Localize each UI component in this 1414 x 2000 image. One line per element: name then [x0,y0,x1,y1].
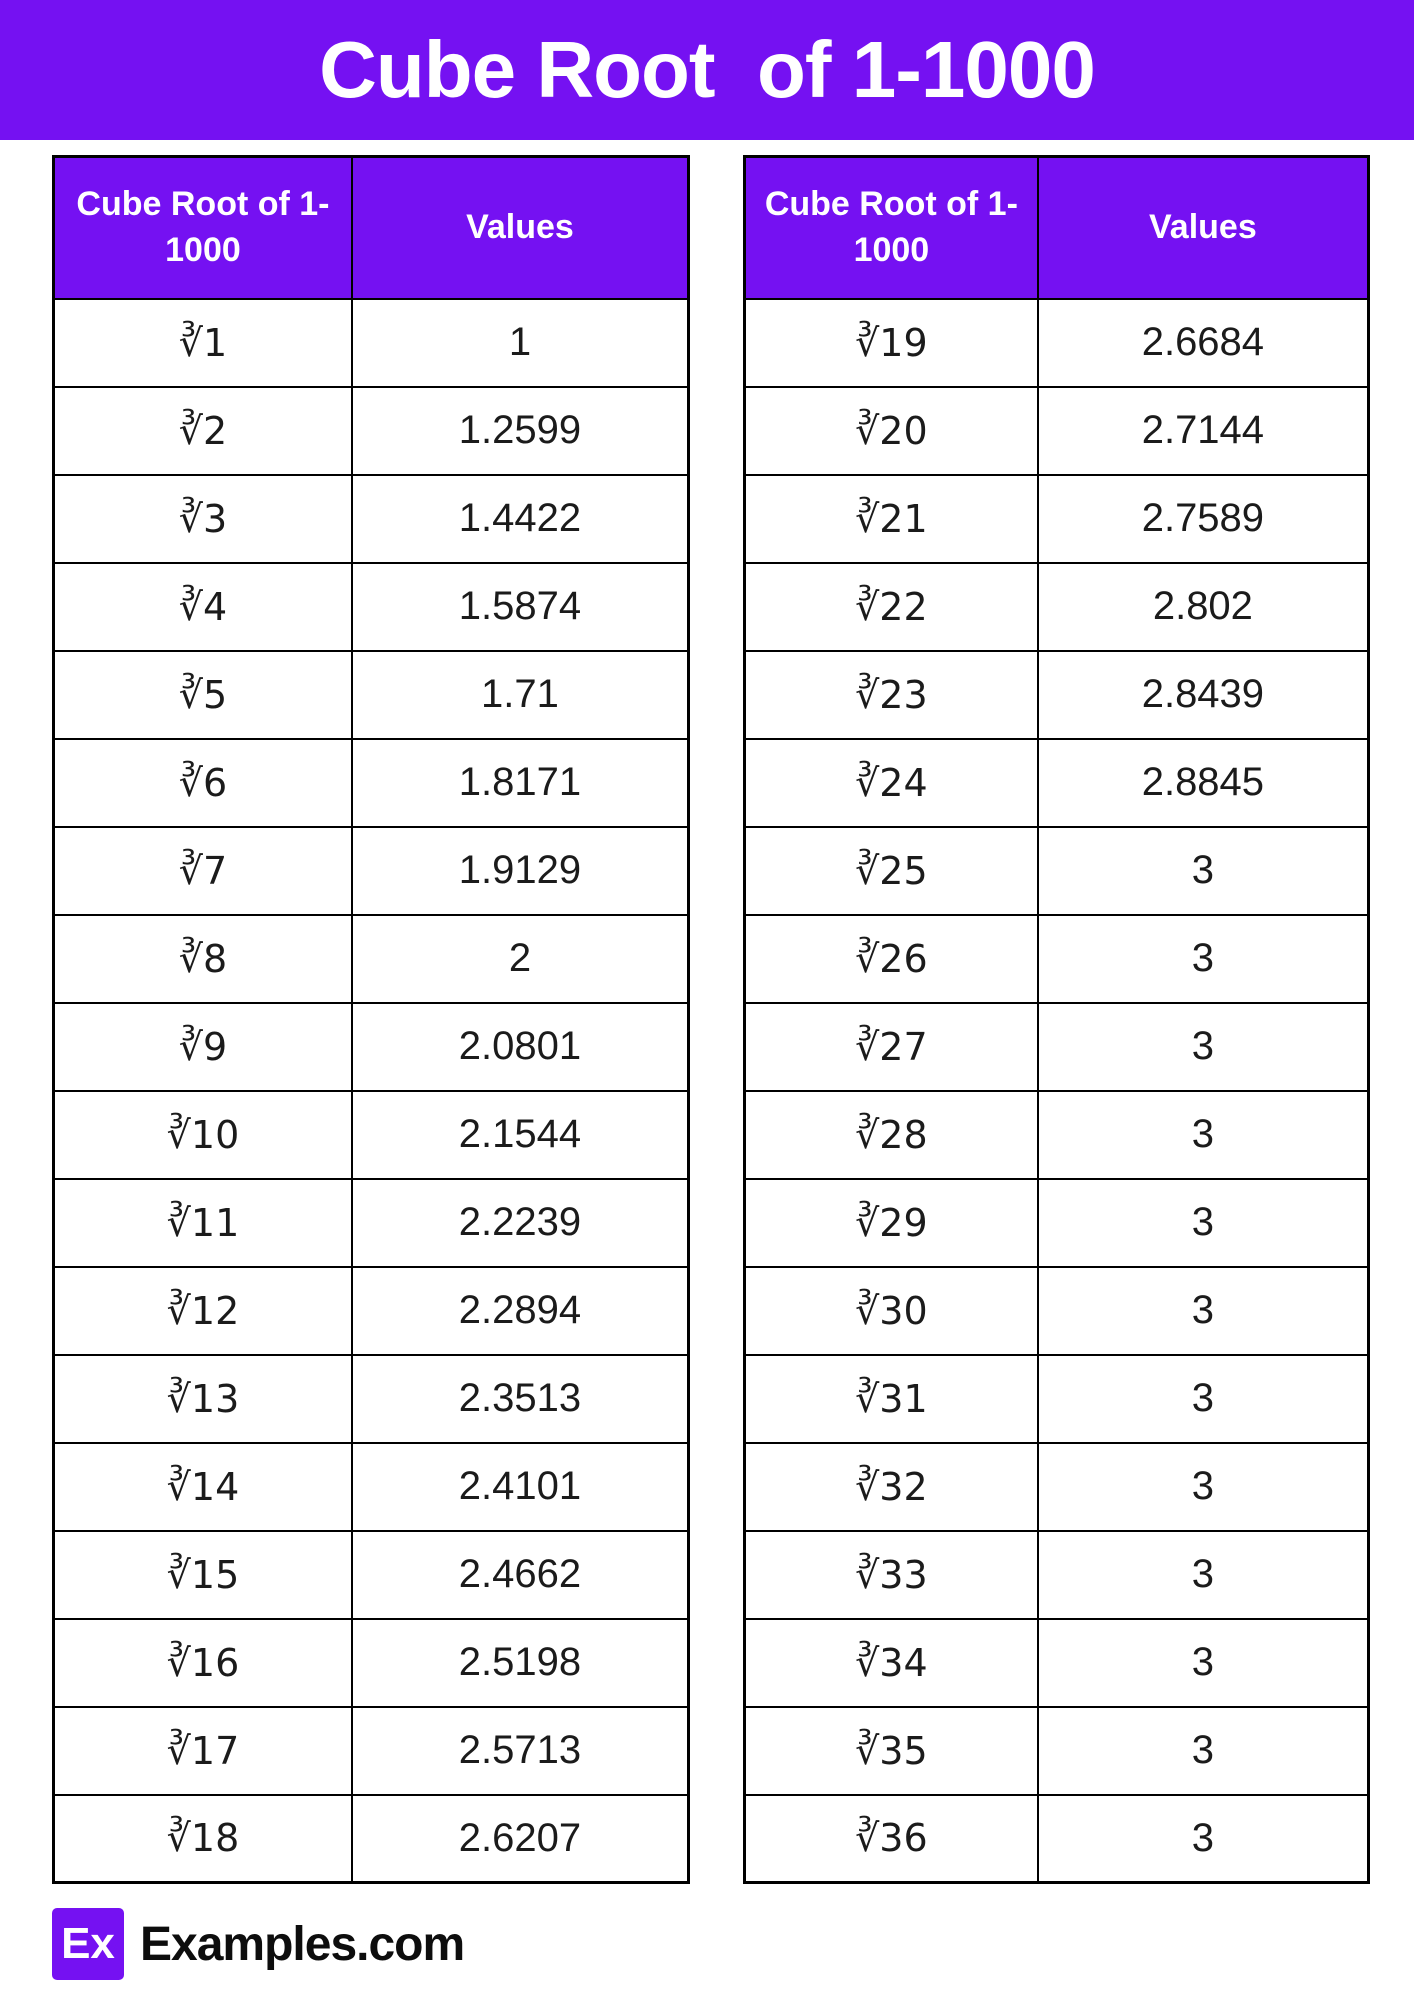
table-row [54,1267,689,1355]
footer [52,1908,1414,1980]
table-row [745,1619,1369,1707]
table-row [54,299,689,387]
value-cell: 2.8845 [1038,739,1369,827]
header-row [54,157,689,299]
value-cell: 3 [1038,1179,1369,1267]
cube-root-cell: ∛4 [54,563,352,651]
cube-root-cell: ∛10 [54,1091,352,1179]
cube-root-cell: ∛12 [54,1267,352,1355]
table-row [54,475,689,563]
table-row [54,827,689,915]
cube-root-cell: ∛35 [745,1707,1038,1795]
cube-root-cell: ∛34 [745,1619,1038,1707]
table-body [54,299,689,1883]
table-row [745,1795,1369,1883]
table-row [745,1003,1369,1091]
value-cell: 1.9129 [352,827,689,915]
table-row [54,739,689,827]
table-row [54,1619,689,1707]
value-cell: 3 [1038,1795,1369,1883]
cube-root-cell: ∛32 [745,1443,1038,1531]
value-cell: 2.6684 [1038,299,1369,387]
table-row [54,915,689,1003]
table-row [745,387,1369,475]
cube-root-cell: ∛7 [54,827,352,915]
table-row [745,739,1369,827]
cube-root-cell: ∛31 [745,1355,1038,1443]
table-row [745,1707,1369,1795]
cube-root-cell: ∛20 [745,387,1038,475]
table-row [745,915,1369,1003]
cube-root-cell: ∛17 [54,1707,352,1795]
table-row [54,563,689,651]
cube-root-cell: ∛15 [54,1531,352,1619]
value-cell: 3 [1038,1355,1369,1443]
cube-root-cell: ∛9 [54,1003,352,1091]
value-cell: 1.5874 [352,563,689,651]
cube-root-table-right [743,155,1370,1884]
value-cell: 2.802 [1038,563,1369,651]
table-row [54,1091,689,1179]
value-cell: 2 [352,915,689,1003]
value-cell: 1.2599 [352,387,689,475]
value-cell: 2.7589 [1038,475,1369,563]
table-row [745,563,1369,651]
cube-root-cell: ∛16 [54,1619,352,1707]
table-row [54,1003,689,1091]
value-cell: 3 [1038,1531,1369,1619]
value-cell: 2.3513 [352,1355,689,1443]
table-head [745,157,1369,299]
table-row [745,299,1369,387]
value-cell: 2.6207 [352,1795,689,1883]
value-cell: 2.5198 [352,1619,689,1707]
cube-root-cell: ∛6 [54,739,352,827]
table-row [745,1355,1369,1443]
table-row [745,1443,1369,1531]
header-cube-root: Cube Root of 1-1000 [54,157,352,299]
table-row [745,827,1369,915]
cube-root-cell: ∛28 [745,1091,1038,1179]
value-cell: 1.71 [352,651,689,739]
cube-root-cell: ∛23 [745,651,1038,739]
value-cell: 2.2239 [352,1179,689,1267]
cube-root-cell: ∛22 [745,563,1038,651]
table-row [54,1707,689,1795]
cube-root-cell: ∛11 [54,1179,352,1267]
header-values: Values [352,157,689,299]
logo-ex-text: Ex [61,1919,115,1968]
value-cell: 1.8171 [352,739,689,827]
cube-root-cell: ∛30 [745,1267,1038,1355]
cube-root-cell: ∛1 [54,299,352,387]
value-cell: 2.4662 [352,1531,689,1619]
value-cell: 3 [1038,1443,1369,1531]
value-cell: 1.4422 [352,475,689,563]
table-body [745,299,1369,1883]
cube-root-cell: ∛33 [745,1531,1038,1619]
table-row [745,1091,1369,1179]
site-name: Examples.com [140,1917,465,1971]
cube-root-cell: ∛19 [745,299,1038,387]
value-cell: 3 [1038,1003,1369,1091]
value-cell: 2.5713 [352,1707,689,1795]
table-row [745,475,1369,563]
cube-root-cell: ∛14 [54,1443,352,1531]
table-row [54,1355,689,1443]
table-row [745,651,1369,739]
table-row [54,651,689,739]
cube-root-cell: ∛18 [54,1795,352,1883]
cube-root-cell: ∛8 [54,915,352,1003]
tables-container [0,155,1414,1884]
value-cell: 2.8439 [1038,651,1369,739]
cube-root-cell: ∛26 [745,915,1038,1003]
cube-root-cell: ∛24 [745,739,1038,827]
cube-root-cell: ∛36 [745,1795,1038,1883]
cube-root-cell: ∛29 [745,1179,1038,1267]
value-cell: 3 [1038,1619,1369,1707]
table-row [54,1443,689,1531]
header-cube-root: Cube Root of 1-1000 [745,157,1038,299]
table-head [54,157,689,299]
cube-root-table-left [52,155,690,1884]
value-cell: 2.7144 [1038,387,1369,475]
title-banner [0,0,1414,140]
table-row [745,1267,1369,1355]
cube-root-cell: ∛2 [54,387,352,475]
value-cell: 3 [1038,827,1369,915]
cube-root-cell: ∛3 [54,475,352,563]
value-cell: 2.2894 [352,1267,689,1355]
value-cell: 3 [1038,915,1369,1003]
page-title: Cube Root of 1-1000 [319,25,1095,114]
table-row [54,1531,689,1619]
value-cell: 1 [352,299,689,387]
cube-root-cell: ∛21 [745,475,1038,563]
header-row [745,157,1369,299]
table-row [54,1179,689,1267]
value-cell: 3 [1038,1091,1369,1179]
table-row [54,1795,689,1883]
examples-logo-badge [52,1908,124,1980]
table-row [54,387,689,475]
cube-root-cell: ∛13 [54,1355,352,1443]
cube-root-cell: ∛27 [745,1003,1038,1091]
value-cell: 2.0801 [352,1003,689,1091]
value-cell: 2.1544 [352,1091,689,1179]
cube-root-cell: ∛25 [745,827,1038,915]
table-row [745,1179,1369,1267]
value-cell: 3 [1038,1707,1369,1795]
cube-root-cell: ∛5 [54,651,352,739]
header-values: Values [1038,157,1369,299]
value-cell: 2.4101 [352,1443,689,1531]
table-row [745,1531,1369,1619]
value-cell: 3 [1038,1267,1369,1355]
